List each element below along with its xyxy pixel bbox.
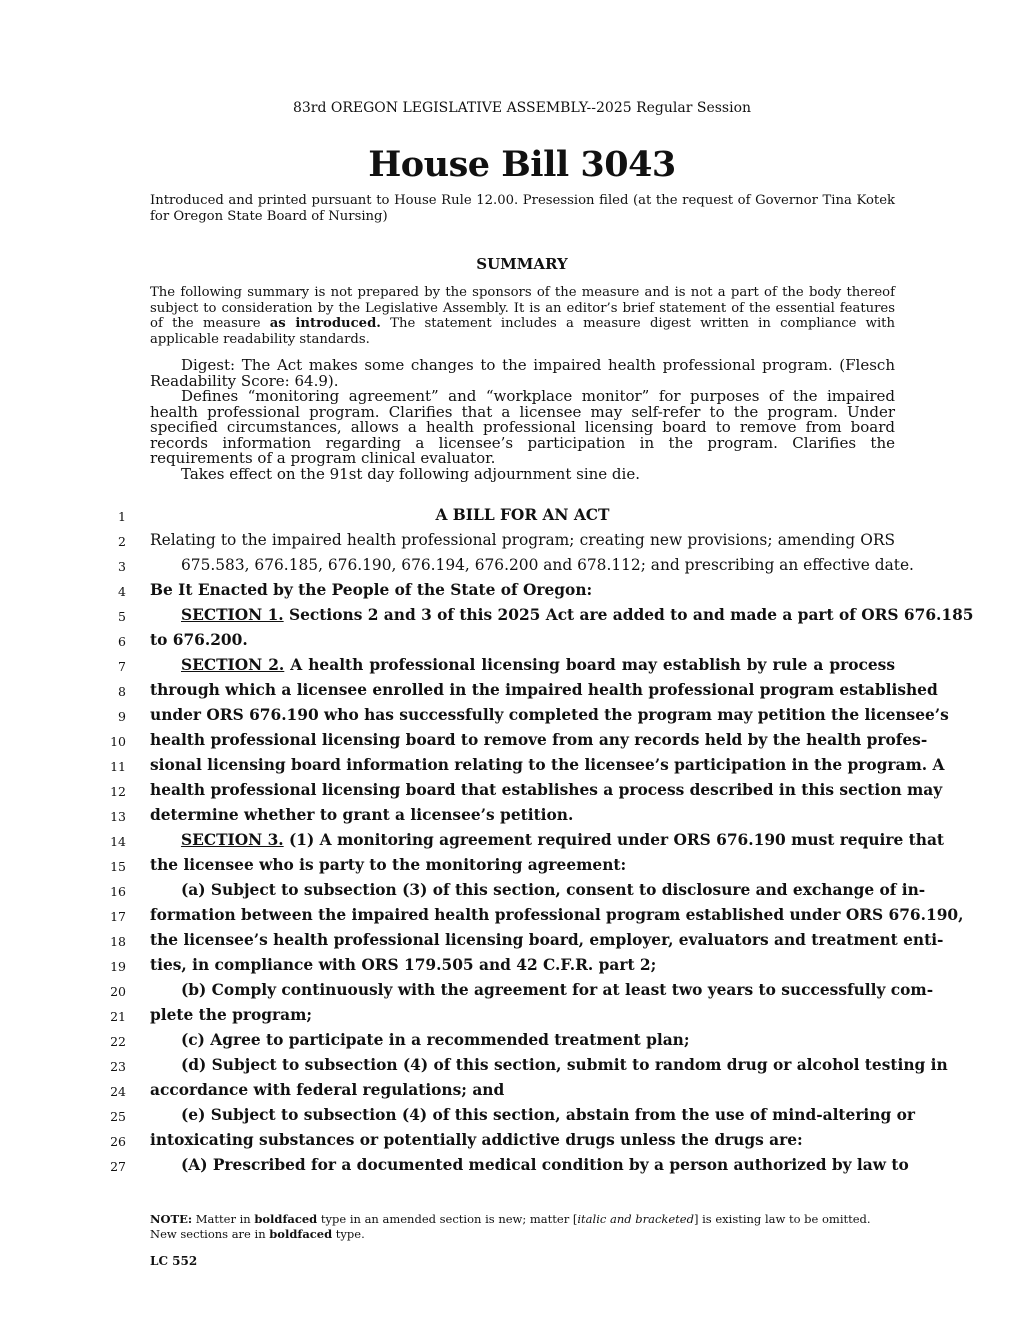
line-number: 10 bbox=[110, 734, 126, 749]
bill-line bbox=[0, 503, 1024, 528]
line-text: sional licensing board information relating to the licensee’s participation in the program. A bbox=[150, 756, 945, 774]
act-heading: A BILL FOR AN ACT bbox=[435, 506, 610, 524]
line-text: plete the program; bbox=[150, 1006, 313, 1024]
note-text: ] is existing law to be omitted. bbox=[693, 1212, 871, 1226]
bill-line bbox=[0, 703, 1024, 728]
summary-explanation bbox=[150, 285, 895, 347]
note-text: type. bbox=[332, 1227, 365, 1241]
line-number: 22 bbox=[110, 1034, 126, 1049]
note-italic: italic and bracketed bbox=[577, 1212, 694, 1226]
bill-line bbox=[0, 753, 1024, 778]
introduction-statement: Introduced and printed pursuant to House Rule 12.00. Presession filed (at the request of Governor Tina Kotek for Oregon State Board of Nursing) bbox=[150, 193, 895, 224]
line-text bbox=[181, 828, 945, 853]
line-text: under ORS 676.190 who has successfully completed the program may petition the licensee’s bbox=[150, 706, 949, 724]
bill-line bbox=[0, 1128, 1024, 1153]
line-number: 15 bbox=[110, 859, 126, 874]
note-text: type in an amended section is new; matter [ bbox=[317, 1212, 578, 1226]
lc-number: LC 552 bbox=[150, 1254, 198, 1268]
bill-title: House Bill 3043 bbox=[368, 144, 676, 185]
line-number: 8 bbox=[118, 684, 126, 699]
line-text: accordance with federal regulations; and bbox=[150, 1081, 505, 1099]
line-number: 13 bbox=[110, 809, 126, 824]
section-3-label: SECTION 3. bbox=[181, 831, 284, 849]
line-text: ties, in compliance with ORS 179.505 and 42 C.F.R. part 2; bbox=[150, 956, 657, 974]
line-text: formation between the impaired health professional program established under ORS 676.190, bbox=[150, 906, 964, 924]
line-number: 27 bbox=[110, 1159, 126, 1174]
line-number: 6 bbox=[118, 634, 126, 649]
enacting-clause: Be It Enacted by the People of the State of Oregon: bbox=[150, 581, 593, 599]
line-number: 5 bbox=[118, 609, 126, 624]
summary-text-part: The statement includes a measure digest written in compliance with applicable readability standards. bbox=[150, 316, 895, 347]
line-text: (A) Prescribed for a documented medical condition by a person authorized by law to bbox=[181, 1156, 909, 1174]
bill-line bbox=[0, 1003, 1024, 1028]
bill-line bbox=[0, 1053, 1024, 1078]
bill-line bbox=[0, 828, 1024, 853]
line-text-rest: A health professional licensing board may establish by rule a process bbox=[284, 656, 895, 674]
bill-line bbox=[0, 928, 1024, 953]
line-number: 2 bbox=[118, 534, 126, 549]
section-1-label: SECTION 1. bbox=[181, 606, 284, 624]
line-number: 12 bbox=[110, 784, 126, 799]
bill-line bbox=[0, 728, 1024, 753]
line-number: 26 bbox=[110, 1134, 126, 1149]
line-text: (e) Subject to subsection (4) of this section, abstain from the use of mind-altering or bbox=[181, 1106, 915, 1124]
line-number: 14 bbox=[110, 834, 126, 849]
bill-line bbox=[0, 1078, 1024, 1103]
line-text: determine whether to grant a licensee’s petition. bbox=[150, 806, 574, 824]
line-text: (c) Agree to participate in a recommended treatment plan; bbox=[181, 1031, 690, 1049]
note-text: New sections are in bbox=[150, 1227, 270, 1241]
line-number: 16 bbox=[110, 884, 126, 899]
line-text: the licensee’s health professional licensing board, employer, evaluators and treatment enti- bbox=[150, 931, 944, 949]
line-number: 9 bbox=[118, 709, 126, 724]
line-number: 4 bbox=[118, 584, 126, 599]
line-text bbox=[181, 653, 895, 678]
digest-block bbox=[150, 358, 895, 482]
line-text: (a) Subject to subsection (3) of this section, consent to disclosure and exchange of in- bbox=[181, 881, 926, 899]
line-number: 1 bbox=[118, 509, 126, 524]
bill-line bbox=[0, 978, 1024, 1003]
bill-line bbox=[0, 678, 1024, 703]
line-text: health professional licensing board to remove from any records held by the health profes- bbox=[150, 731, 928, 749]
session-header: 83rd OREGON LEGISLATIVE ASSEMBLY--2025 Regular Session bbox=[292, 100, 752, 116]
bill-line bbox=[0, 1153, 1024, 1178]
bill-line bbox=[0, 778, 1024, 803]
line-text bbox=[181, 603, 974, 628]
bill-line bbox=[0, 853, 1024, 878]
bill-line bbox=[0, 1028, 1024, 1053]
note-bold: boldfaced bbox=[254, 1212, 318, 1226]
summary-heading: SUMMARY bbox=[476, 255, 568, 273]
defines-paragraph: Defines “monitoring agreement” and “workplace monitor” for purposes of the impaired health professional program. Clarifies that a licensee may self-refer to the program. Under specified circumstances, allows a health professional licensing board to remove from board records information regarding a licensee’s participation in the program. Clarifies the requirements of a program clinical evaluator. bbox=[150, 387, 895, 467]
line-number: 3 bbox=[118, 559, 126, 574]
bill-line bbox=[0, 528, 1024, 553]
line-number: 20 bbox=[110, 984, 126, 999]
bill-line bbox=[0, 903, 1024, 928]
summary-text-bold: as introduced. bbox=[269, 316, 381, 331]
line-text: (b) Comply continuously with the agreement for at least two years to successfully com- bbox=[181, 981, 934, 999]
line-text: health professional licensing board that establishes a process described in this section may bbox=[150, 781, 943, 799]
line-number: 7 bbox=[118, 659, 126, 674]
bill-line bbox=[0, 628, 1024, 653]
line-number: 18 bbox=[110, 934, 126, 949]
section-2-label: SECTION 2. bbox=[181, 656, 285, 674]
bill-line bbox=[0, 578, 1024, 603]
digest-paragraph: Digest: The Act makes some changes to the impaired health professional program. (Flesch Readability Score: 64.9). bbox=[150, 356, 895, 390]
note-text: Matter in bbox=[192, 1212, 255, 1226]
line-text-rest: (1) A monitoring agreement required under ORS 676.190 must require that bbox=[283, 831, 945, 849]
line-number: 11 bbox=[110, 759, 126, 774]
effect-paragraph: Takes effect on the 91st day following adjournment sine die. bbox=[181, 464, 640, 483]
line-text: 675.583, 676.185, 676.190, 676.194, 676.200 and 678.112; and prescribing an effective date. bbox=[181, 556, 914, 574]
line-number: 24 bbox=[110, 1084, 126, 1099]
line-number: 19 bbox=[110, 959, 126, 974]
bill-line bbox=[0, 653, 1024, 678]
line-text: to 676.200. bbox=[150, 631, 248, 649]
footnote bbox=[150, 1212, 910, 1242]
line-number: 23 bbox=[110, 1059, 126, 1074]
note-bold: boldfaced bbox=[269, 1227, 333, 1241]
line-text: (d) Subject to subsection (4) of this section, submit to random drug or alcohol testing in bbox=[181, 1056, 948, 1074]
bill-line bbox=[0, 878, 1024, 903]
line-text: through which a licensee enrolled in the impaired health professional program established bbox=[150, 681, 938, 699]
bill-line bbox=[0, 803, 1024, 828]
summary-text-part: The following summary is not prepared by the sponsors of the measure and is not a part of the body thereof subject to consideration by the Legislative Assembly. It is an editor’s brief statement of the essential features of the measure bbox=[150, 285, 895, 331]
line-text: Relating to the impaired health professional program; creating new provisions; amending ORS bbox=[150, 531, 895, 549]
line-number: 17 bbox=[110, 909, 126, 924]
bill-line bbox=[0, 1103, 1024, 1128]
line-text: the licensee who is party to the monitoring agreement: bbox=[150, 856, 627, 874]
line-text-rest: Sections 2 and 3 of this 2025 Act are added to and made a part of ORS 676.185 bbox=[283, 606, 974, 624]
line-number: 25 bbox=[110, 1109, 126, 1124]
line-number: 21 bbox=[110, 1009, 126, 1024]
bill-line bbox=[0, 603, 1024, 628]
bill-line bbox=[0, 553, 1024, 578]
bill-line bbox=[0, 953, 1024, 978]
line-text: intoxicating substances or potentially addictive drugs unless the drugs are: bbox=[150, 1131, 803, 1149]
note-label: NOTE: bbox=[150, 1212, 193, 1226]
